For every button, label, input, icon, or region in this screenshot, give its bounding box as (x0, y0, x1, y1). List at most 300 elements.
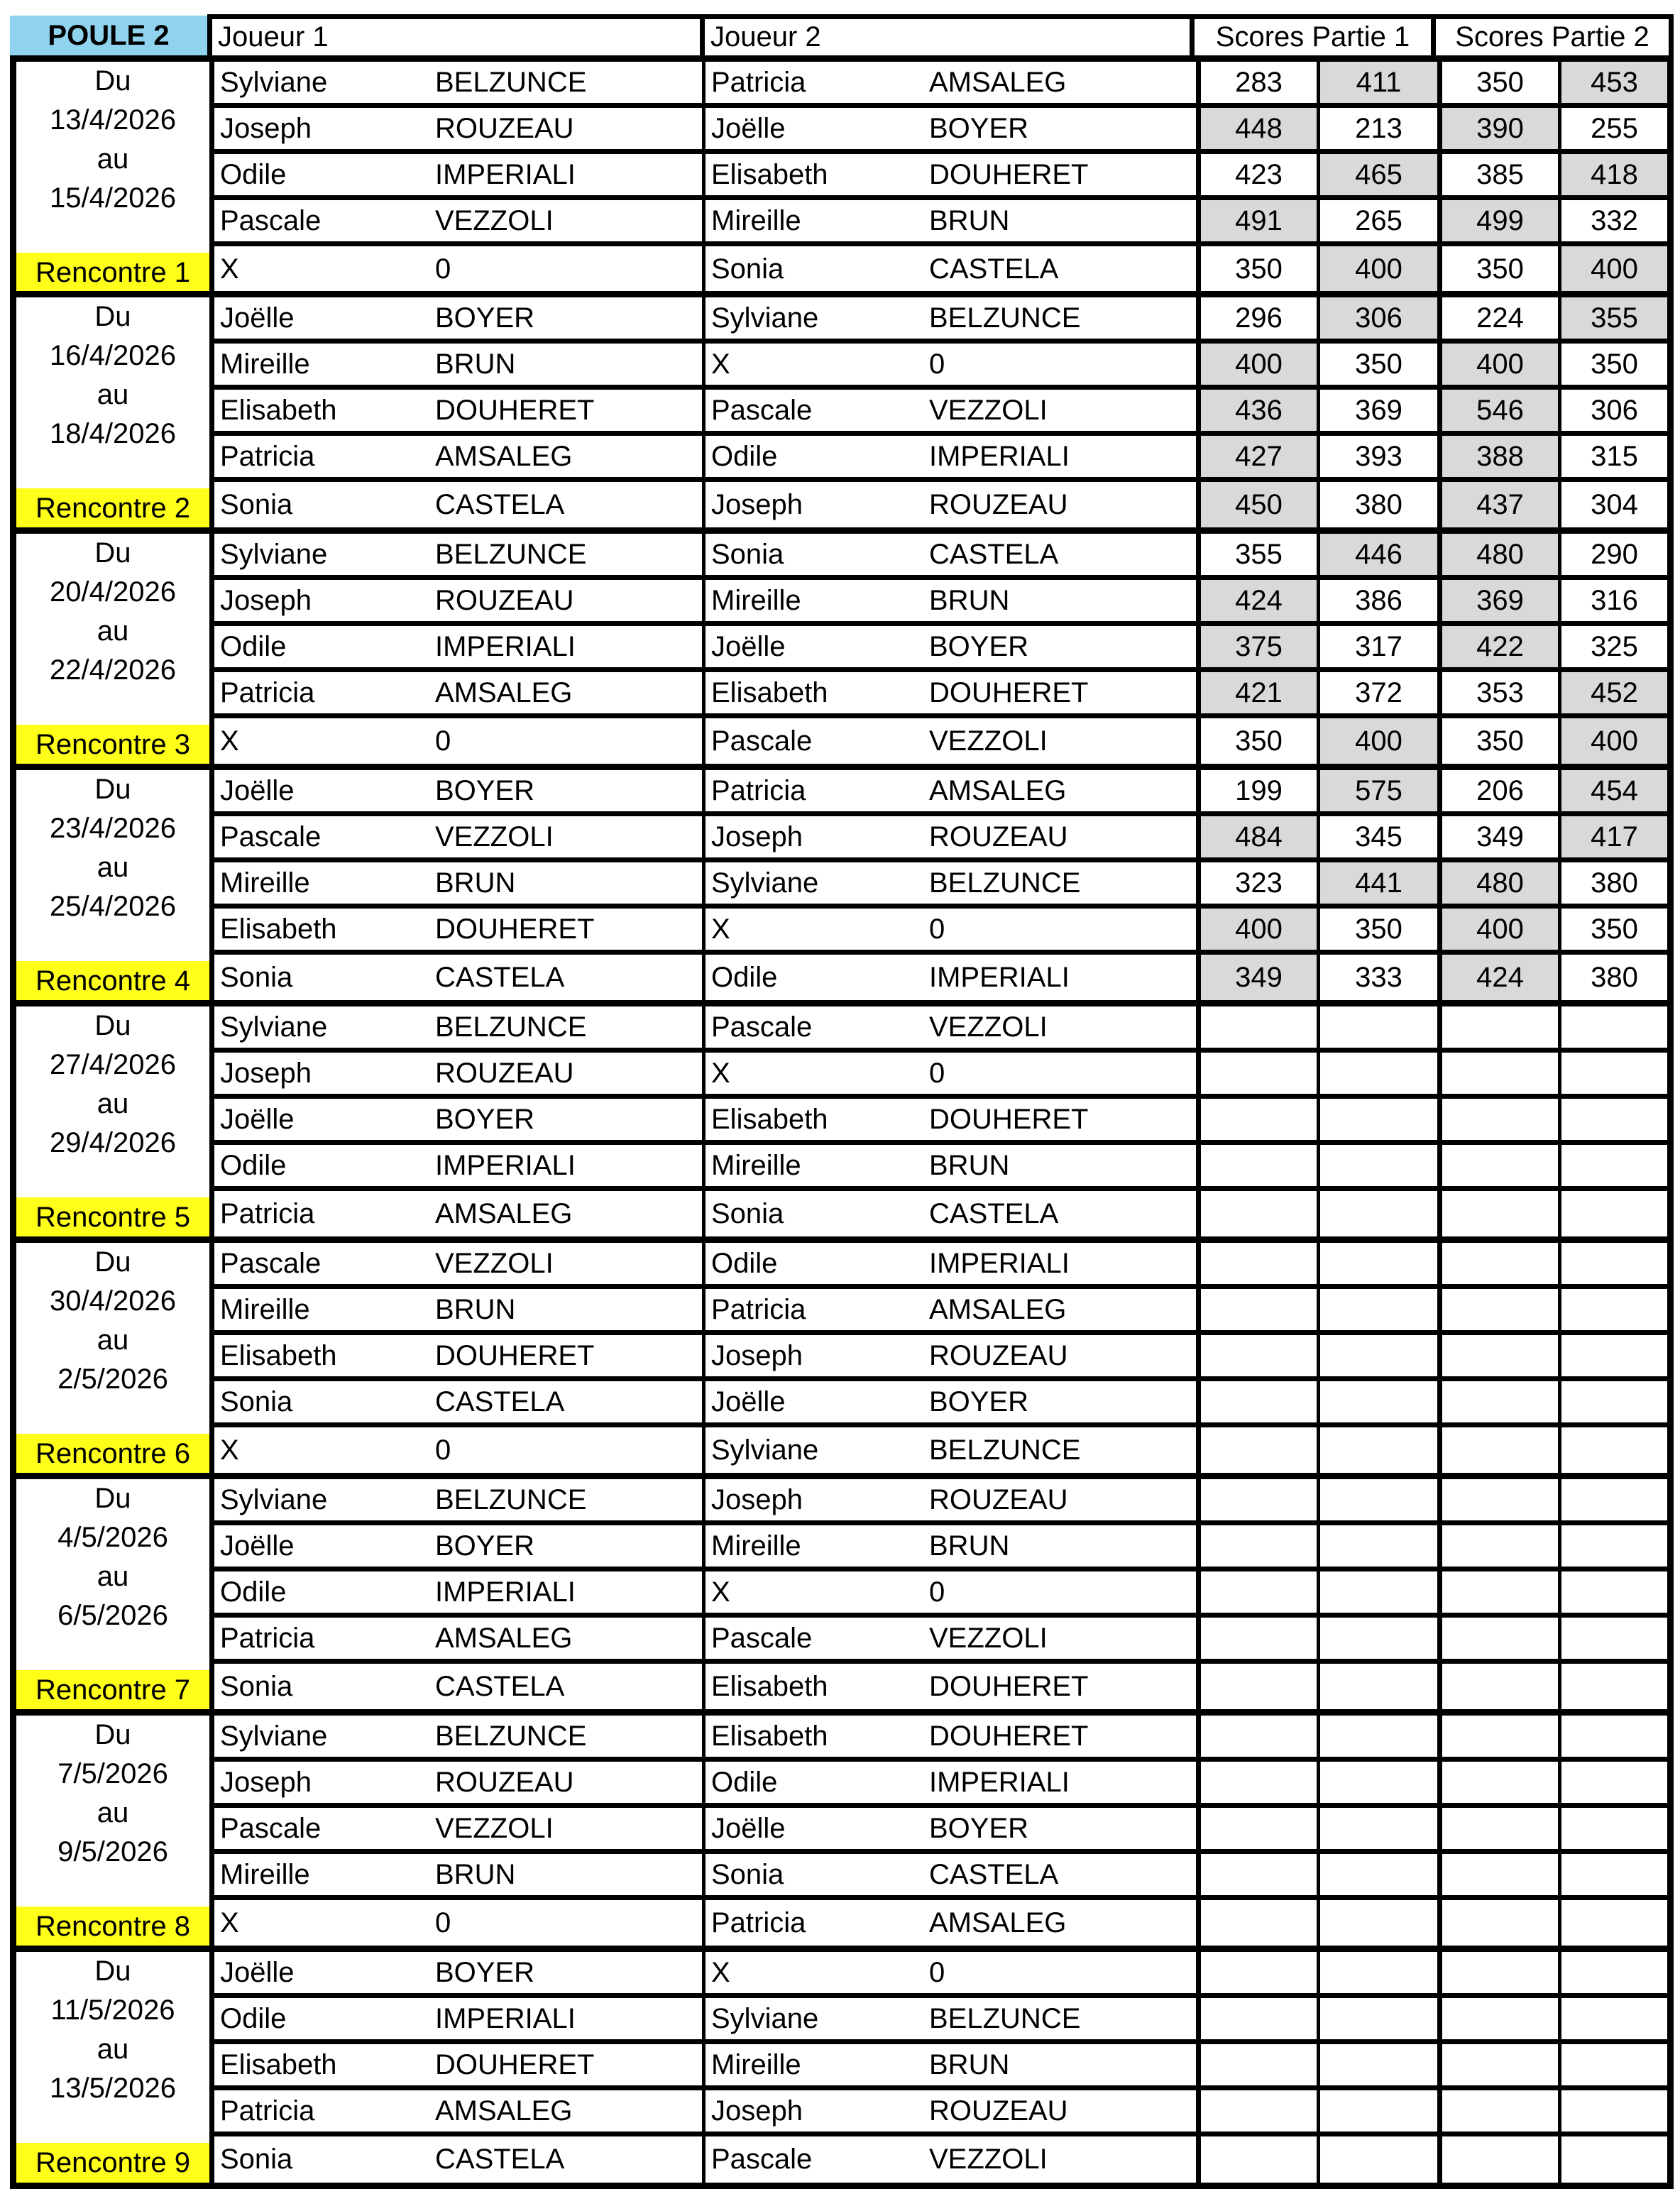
player-1-first-name: Pascale (209, 816, 429, 857)
score-cell-partie-2-player-1[interactable] (1437, 1900, 1558, 1946)
score-cell-partie-1-player-1[interactable] (1196, 1664, 1317, 1710)
match-row (209, 1479, 1667, 1520)
score-cell-partie-2-player-1[interactable] (1437, 1854, 1558, 1895)
score-cell-partie-2-player-1[interactable] (1437, 1427, 1558, 1474)
score-cell-partie-2-player-1[interactable] (1437, 2044, 1558, 2085)
score-cell-partie-2-player-1[interactable]: 385 (1437, 154, 1558, 195)
score-cell-partie-2-player-1[interactable] (1437, 1762, 1558, 1803)
score-cell-partie-1-player-1[interactable] (1196, 1243, 1317, 1284)
player-1-first-name: Odile (209, 1998, 429, 2039)
score-cell-partie-1-player-2[interactable] (1317, 1808, 1437, 1849)
player-2-first-name: Pascale (702, 718, 923, 764)
player-2-first-name: Sylviane (702, 297, 923, 339)
date-du: Du (94, 301, 131, 332)
score-cell-partie-1-player-2[interactable] (1317, 1006, 1437, 1048)
score-cell-partie-2-player-2[interactable]: 325 (1558, 626, 1667, 667)
score-cell-partie-1-player-2[interactable] (1317, 1716, 1437, 1757)
score-cell-partie-2-player-2[interactable]: 400 (1558, 246, 1667, 292)
match-row (209, 1849, 1667, 1895)
date-du: Du (94, 1955, 131, 1987)
rencontre-block (10, 527, 1674, 771)
score-cell-partie-1-player-1[interactable] (1196, 2136, 1317, 2183)
score-cell-partie-1-player-2[interactable]: 369 (1317, 390, 1437, 431)
player-1-last-name: BELZUNCE (435, 66, 587, 98)
player-2-last-name: BRUN (929, 1149, 1010, 1181)
score-cell-partie-2-player-2[interactable] (1558, 1427, 1667, 1474)
score-cell-partie-2-player-1[interactable] (1437, 1099, 1558, 1140)
score-cell-partie-2-player-1[interactable] (1437, 1145, 1558, 1186)
date-au: au (97, 615, 129, 647)
score-cell-partie-1-player-1[interactable]: 355 (1196, 534, 1317, 575)
score-cell-partie-1-player-2[interactable]: 350 (1317, 909, 1437, 950)
score-cell-partie-2-player-2[interactable]: 306 (1558, 390, 1667, 431)
score-cell-partie-2-player-1[interactable] (1437, 1479, 1558, 1520)
player-1-last-name: IMPERIALI (435, 1149, 576, 1181)
player-1-first-name: Sonia (209, 1381, 429, 1422)
player-1-last-name: BELZUNCE (435, 538, 587, 570)
score-cell-partie-2-player-2[interactable] (1558, 1381, 1667, 1422)
score-cell-partie-2-player-2[interactable] (1558, 1716, 1667, 1757)
player-2-first-name: Joseph (702, 482, 923, 528)
player-2-last-name: AMSALEG (929, 66, 1067, 98)
match-row (209, 575, 1667, 621)
score-cell-partie-2-player-1[interactable]: 437 (1437, 482, 1558, 528)
score-cell-partie-2-player-2[interactable] (1558, 2044, 1667, 2085)
player-1-first-name: Patricia (209, 672, 429, 713)
player-2-last-name: ROUZEAU (929, 489, 1068, 520)
player-2-last-name: 0 (929, 348, 945, 380)
score-cell-partie-1-player-1[interactable]: 450 (1196, 482, 1317, 528)
score-cell-partie-1-player-1[interactable]: 423 (1196, 154, 1317, 195)
score-cell-partie-2-player-1[interactable]: 350 (1437, 62, 1558, 103)
score-cell-partie-2-player-2[interactable] (1558, 1664, 1667, 1710)
player-1-last-name: CASTELA (435, 489, 565, 520)
score-cell-partie-2-player-2[interactable] (1558, 1952, 1667, 1993)
match-row (209, 1243, 1667, 1284)
player-1-first-name: Elisabeth (209, 390, 429, 431)
score-cell-partie-1-player-2[interactable]: 213 (1317, 108, 1437, 149)
match-row (209, 1613, 1667, 1659)
score-cell-partie-2-player-2[interactable]: 454 (1558, 770, 1667, 811)
score-cell-partie-1-player-1[interactable] (1196, 1998, 1317, 2039)
player-2-first-name: X (702, 1053, 923, 1094)
score-cell-partie-2-player-1[interactable] (1437, 1952, 1558, 1993)
score-cell-partie-1-player-2[interactable] (1317, 1664, 1437, 1710)
score-cell-partie-1-player-2[interactable] (1317, 2090, 1437, 2132)
score-cell-partie-2-player-1[interactable] (1437, 1243, 1558, 1284)
score-cell-partie-2-player-2[interactable]: 380 (1558, 955, 1667, 1001)
score-cell-partie-2-player-1[interactable] (1437, 2090, 1558, 2132)
score-cell-partie-1-player-2[interactable] (1317, 1854, 1437, 1895)
score-cell-partie-2-player-2[interactable]: 350 (1558, 344, 1667, 385)
score-cell-partie-1-player-2[interactable]: 446 (1317, 534, 1437, 575)
score-cell-partie-1-player-2[interactable] (1317, 1289, 1437, 1330)
score-cell-partie-1-player-2[interactable] (1317, 1053, 1437, 1094)
score-cell-partie-1-player-2[interactable]: 575 (1317, 770, 1437, 811)
score-cell-partie-2-player-2[interactable] (1558, 1289, 1667, 1330)
rencontre-label: Rencontre 6 (16, 1434, 209, 1474)
score-cell-partie-2-player-2[interactable] (1558, 1762, 1667, 1803)
score-cell-partie-2-player-2[interactable] (1558, 1900, 1667, 1946)
score-cell-partie-1-player-2[interactable] (1317, 2044, 1437, 2085)
score-cell-partie-2-player-1[interactable]: 349 (1437, 816, 1558, 857)
score-cell-partie-1-player-2[interactable] (1317, 1427, 1437, 1474)
score-cell-partie-1-player-1[interactable] (1196, 1479, 1317, 1520)
score-cell-partie-2-player-1[interactable] (1437, 1618, 1558, 1659)
score-cell-partie-2-player-1[interactable]: 206 (1437, 770, 1558, 811)
player-2-first-name: Sonia (702, 534, 923, 575)
score-cell-partie-2-player-1[interactable]: 546 (1437, 390, 1558, 431)
score-cell-partie-2-player-1[interactable] (1437, 1525, 1558, 1567)
score-cell-partie-2-player-1[interactable] (1437, 2136, 1558, 2183)
score-cell-partie-1-player-1[interactable]: 349 (1196, 955, 1317, 1001)
score-cell-partie-2-player-1[interactable] (1437, 1808, 1558, 1849)
match-row (209, 339, 1667, 385)
player-1-first-name: Patricia (209, 436, 429, 477)
score-cell-partie-2-player-2[interactable]: 400 (1558, 718, 1667, 764)
score-cell-partie-2-player-2[interactable] (1558, 1006, 1667, 1048)
date-du: Du (94, 1719, 131, 1750)
score-cell-partie-1-player-2[interactable] (1317, 1335, 1437, 1376)
score-cell-partie-2-player-2[interactable] (1558, 1335, 1667, 1376)
player-1-last-name: BRUN (435, 1858, 516, 1890)
rencontre-label: Rencontre 7 (16, 1670, 209, 1710)
score-cell-partie-1-player-1[interactable] (1196, 1099, 1317, 1140)
score-cell-partie-2-player-1[interactable] (1437, 1716, 1558, 1757)
score-cell-partie-2-player-1[interactable] (1437, 1335, 1558, 1376)
score-cell-partie-2-player-1[interactable]: 480 (1437, 862, 1558, 904)
score-cell-partie-1-player-1[interactable] (1196, 1571, 1317, 1613)
score-cell-partie-1-player-1[interactable]: 424 (1196, 580, 1317, 621)
score-cell-partie-1-player-1[interactable] (1196, 2090, 1317, 2132)
player-1-last-name: VEZZOLI (435, 821, 554, 852)
score-cell-partie-2-player-1[interactable]: 353 (1437, 672, 1558, 713)
date-du: Du (94, 65, 131, 97)
score-cell-partie-2-player-1[interactable]: 422 (1437, 626, 1558, 667)
score-cell-partie-2-player-1[interactable] (1437, 1006, 1558, 1048)
player-1-first-name: Sonia (209, 482, 429, 528)
score-cell-partie-2-player-1[interactable]: 350 (1437, 718, 1558, 764)
score-cell-partie-2-player-1[interactable] (1437, 1381, 1558, 1422)
score-cell-partie-1-player-2[interactable]: 306 (1317, 297, 1437, 339)
score-cell-partie-1-player-2[interactable] (1317, 1998, 1437, 2039)
score-cell-partie-1-player-1[interactable]: 296 (1196, 297, 1317, 339)
score-cell-partie-2-player-2[interactable]: 380 (1558, 862, 1667, 904)
score-cell-partie-2-player-2[interactable] (1558, 1571, 1667, 1613)
player-2-first-name: X (702, 909, 923, 950)
player-2-last-name: VEZZOLI (929, 394, 1048, 426)
score-cell-partie-1-player-1[interactable]: 350 (1196, 246, 1317, 292)
player-1-last-name: DOUHERET (435, 1339, 595, 1371)
score-cell-partie-2-player-1[interactable]: 400 (1437, 909, 1558, 950)
score-cell-partie-2-player-2[interactable] (1558, 1191, 1667, 1237)
header-scores-partie-2: Scores Partie 2 (1431, 19, 1674, 55)
player-1-first-name: Elisabeth (209, 2044, 429, 2085)
score-cell-partie-2-player-1[interactable]: 224 (1437, 297, 1558, 339)
match-row (209, 2132, 1667, 2183)
match-row (209, 1186, 1667, 1237)
player-2-last-name: ROUZEAU (929, 1339, 1068, 1371)
match-row (209, 241, 1667, 292)
date-end: 2/5/2026 (57, 1364, 168, 1395)
date-au: au (97, 143, 129, 175)
score-cell-partie-2-player-1[interactable]: 424 (1437, 955, 1558, 1001)
score-cell-partie-1-player-1[interactable]: 491 (1196, 200, 1317, 241)
score-cell-partie-1-player-1[interactable] (1196, 1006, 1317, 1048)
player-1-last-name: CASTELA (435, 1671, 565, 1702)
player-2-first-name: Odile (702, 436, 923, 477)
player-2-first-name: Joëlle (702, 1808, 923, 1849)
score-cell-partie-1-player-2[interactable]: 465 (1317, 154, 1437, 195)
score-cell-partie-1-player-2[interactable]: 265 (1317, 200, 1437, 241)
score-cell-partie-1-player-2[interactable]: 317 (1317, 626, 1437, 667)
player-1-last-name: BOYER (435, 1956, 535, 1988)
player-2-last-name: DOUHERET (929, 676, 1089, 708)
poule-title: POULE 2 (10, 16, 207, 55)
score-cell-partie-1-player-2[interactable] (1317, 1479, 1437, 1520)
score-cell-partie-1-player-1[interactable]: 323 (1196, 862, 1317, 904)
score-cell-partie-1-player-1[interactable]: 283 (1196, 62, 1317, 103)
match-row (209, 770, 1667, 811)
player-1-last-name: BRUN (435, 348, 516, 380)
player-1-last-name: CASTELA (435, 2144, 565, 2175)
score-cell-partie-2-player-1[interactable] (1437, 1571, 1558, 1613)
score-cell-partie-2-player-2[interactable] (1558, 1053, 1667, 1094)
player-2-last-name: IMPERIALI (929, 440, 1070, 472)
score-cell-partie-1-player-1[interactable] (1196, 1854, 1317, 1895)
player-1-last-name: DOUHERET (435, 394, 595, 426)
score-cell-partie-2-player-2[interactable]: 452 (1558, 672, 1667, 713)
player-1-first-name: Sylviane (209, 62, 429, 103)
player-1-first-name: X (209, 1427, 429, 1474)
score-cell-partie-2-player-2[interactable] (1558, 1243, 1667, 1284)
player-1-last-name: 0 (435, 1907, 451, 1938)
player-2-first-name: Joseph (702, 1335, 923, 1376)
score-cell-partie-2-player-2[interactable] (1558, 1854, 1667, 1895)
score-cell-partie-1-player-2[interactable]: 380 (1317, 482, 1437, 528)
match-row (209, 1757, 1667, 1803)
score-cell-partie-1-player-2[interactable]: 372 (1317, 672, 1437, 713)
score-cell-partie-2-player-2[interactable]: 417 (1558, 816, 1667, 857)
score-cell-partie-1-player-2[interactable]: 411 (1317, 62, 1437, 103)
score-cell-partie-1-player-2[interactable] (1317, 1145, 1437, 1186)
header-joueur-1: Joueur 1 (207, 19, 700, 55)
score-cell-partie-1-player-2[interactable] (1317, 1618, 1437, 1659)
date-du: Du (94, 537, 131, 569)
score-cell-partie-2-player-1[interactable] (1437, 1191, 1558, 1237)
score-cell-partie-1-player-2[interactable]: 350 (1317, 344, 1437, 385)
score-cell-partie-1-player-1[interactable]: 400 (1196, 344, 1317, 385)
player-1-first-name: Sonia (209, 2136, 429, 2183)
score-cell-partie-2-player-2[interactable]: 350 (1558, 909, 1667, 950)
score-cell-partie-2-player-1[interactable]: 388 (1437, 436, 1558, 477)
match-row (209, 713, 1667, 764)
score-cell-partie-2-player-2[interactable]: 418 (1558, 154, 1667, 195)
player-1-last-name: BRUN (435, 867, 516, 899)
player-1-last-name: IMPERIALI (435, 158, 576, 190)
score-cell-partie-1-player-1[interactable]: 375 (1196, 626, 1317, 667)
score-cell-partie-1-player-1[interactable]: 436 (1196, 390, 1317, 431)
score-cell-partie-1-player-2[interactable] (1317, 1099, 1437, 1140)
score-cell-partie-1-player-1[interactable] (1196, 1618, 1317, 1659)
date-start: 27/4/2026 (50, 1049, 176, 1080)
score-cell-partie-1-player-1[interactable] (1196, 1191, 1317, 1237)
score-cell-partie-1-player-1[interactable]: 427 (1196, 436, 1317, 477)
date-au: au (97, 852, 129, 883)
player-2-last-name: BELZUNCE (929, 1434, 1081, 1466)
score-cell-partie-2-player-2[interactable] (1558, 1479, 1667, 1520)
score-cell-partie-2-player-2[interactable]: 332 (1558, 200, 1667, 241)
player-1-last-name: IMPERIALI (435, 2002, 576, 2034)
date-range (16, 534, 209, 764)
match-row (209, 385, 1667, 431)
rencontre-label: Rencontre 5 (16, 1197, 209, 1237)
score-cell-partie-2-player-2[interactable] (1558, 1145, 1667, 1186)
player-1-first-name: Mireille (209, 862, 429, 904)
match-row (209, 904, 1667, 950)
score-cell-partie-1-player-1[interactable] (1196, 1716, 1317, 1757)
score-cell-partie-1-player-2[interactable]: 333 (1317, 955, 1437, 1001)
score-cell-partie-1-player-2[interactable] (1317, 1525, 1437, 1567)
match-row (209, 1993, 1667, 2039)
score-cell-partie-2-player-2[interactable]: 453 (1558, 62, 1667, 103)
score-cell-partie-2-player-2[interactable] (1558, 1525, 1667, 1567)
score-cell-partie-1-player-2[interactable]: 441 (1317, 862, 1437, 904)
player-2-first-name: Joseph (702, 1479, 923, 1520)
score-cell-partie-2-player-1[interactable]: 369 (1437, 580, 1558, 621)
score-cell-partie-2-player-2[interactable]: 255 (1558, 108, 1667, 149)
score-cell-partie-1-player-1[interactable]: 484 (1196, 816, 1317, 857)
score-cell-partie-1-player-2[interactable]: 400 (1317, 246, 1437, 292)
score-cell-partie-1-player-1[interactable] (1196, 1808, 1317, 1849)
score-cell-partie-2-player-1[interactable]: 390 (1437, 108, 1558, 149)
score-cell-partie-1-player-1[interactable] (1196, 1525, 1317, 1567)
player-2-first-name: Joëlle (702, 1381, 923, 1422)
player-2-last-name: VEZZOLI (929, 725, 1048, 757)
score-cell-partie-2-player-1[interactable]: 400 (1437, 344, 1558, 385)
player-2-first-name: X (702, 1952, 923, 1993)
score-cell-partie-1-player-1[interactable] (1196, 1900, 1317, 1946)
score-cell-partie-1-player-2[interactable] (1317, 1381, 1437, 1422)
rencontre-block (10, 1709, 1674, 1953)
date-au: au (97, 2034, 129, 2065)
player-2-first-name: Odile (702, 955, 923, 1001)
match-row (209, 1895, 1667, 1946)
score-cell-partie-1-player-1[interactable] (1196, 1289, 1317, 1330)
date-range (16, 297, 209, 528)
match-row (209, 2039, 1667, 2085)
player-2-first-name: Mireille (702, 200, 923, 241)
score-cell-partie-2-player-2[interactable]: 290 (1558, 534, 1667, 575)
score-cell-partie-1-player-1[interactable] (1196, 1762, 1317, 1803)
score-cell-partie-2-player-1[interactable] (1437, 1664, 1558, 1710)
score-cell-partie-2-player-1[interactable] (1437, 1998, 1558, 2039)
player-2-first-name: Odile (702, 1243, 923, 1284)
score-cell-partie-2-player-1[interactable]: 499 (1437, 200, 1558, 241)
player-2-last-name: AMSALEG (929, 1293, 1067, 1325)
score-cell-partie-2-player-2[interactable] (1558, 1099, 1667, 1140)
match-row (209, 1376, 1667, 1422)
score-cell-partie-1-player-1[interactable]: 350 (1196, 718, 1317, 764)
score-cell-partie-1-player-1[interactable] (1196, 1381, 1317, 1422)
player-2-last-name: 0 (929, 1956, 945, 1988)
player-2-first-name: Sonia (702, 1191, 923, 1237)
score-cell-partie-1-player-1[interactable] (1196, 1335, 1317, 1376)
player-2-first-name: Mireille (702, 1145, 923, 1186)
score-cell-partie-1-player-2[interactable] (1317, 1900, 1437, 1946)
player-1-last-name: BOYER (435, 302, 535, 334)
score-cell-partie-1-player-2[interactable] (1317, 1243, 1437, 1284)
score-cell-partie-2-player-2[interactable]: 315 (1558, 436, 1667, 477)
score-cell-partie-2-player-1[interactable]: 480 (1437, 534, 1558, 575)
score-cell-partie-1-player-2[interactable] (1317, 1762, 1437, 1803)
player-2-first-name: Elisabeth (702, 1716, 923, 1757)
match-row (209, 1952, 1667, 1993)
match-row (209, 1520, 1667, 1567)
player-1-first-name: Sylviane (209, 534, 429, 575)
match-row (209, 297, 1667, 339)
player-1-last-name: DOUHERET (435, 2048, 595, 2080)
score-cell-partie-1-player-1[interactable] (1196, 1053, 1317, 1094)
score-cell-partie-1-player-2[interactable]: 386 (1317, 580, 1437, 621)
rencontre-block (10, 1236, 1674, 1480)
player-2-last-name: BELZUNCE (929, 2002, 1081, 2034)
score-cell-partie-1-player-1[interactable] (1196, 2044, 1317, 2085)
player-2-last-name: BOYER (929, 630, 1029, 662)
date-end: 6/5/2026 (57, 1600, 168, 1631)
score-cell-partie-1-player-2[interactable] (1317, 1191, 1437, 1237)
score-cell-partie-2-player-2[interactable] (1558, 1998, 1667, 2039)
score-cell-partie-2-player-1[interactable]: 350 (1437, 246, 1558, 292)
score-cell-partie-1-player-1[interactable]: 199 (1196, 770, 1317, 811)
score-cell-partie-2-player-2[interactable]: 355 (1558, 297, 1667, 339)
score-cell-partie-2-player-2[interactable] (1558, 1808, 1667, 1849)
player-1-last-name: DOUHERET (435, 913, 595, 945)
player-2-first-name: Pascale (702, 1618, 923, 1659)
match-row (209, 667, 1667, 713)
score-cell-partie-1-player-2[interactable]: 345 (1317, 816, 1437, 857)
rencontre-block (10, 55, 1674, 299)
match-row (209, 1567, 1667, 1613)
date-end: 13/5/2026 (50, 2073, 176, 2104)
score-cell-partie-2-player-2[interactable] (1558, 2090, 1667, 2132)
score-cell-partie-1-player-1[interactable]: 400 (1196, 909, 1317, 950)
player-2-first-name: Mireille (702, 2044, 923, 2085)
score-cell-partie-1-player-2[interactable] (1317, 2136, 1437, 2183)
player-1-last-name: ROUZEAU (435, 1766, 574, 1798)
score-cell-partie-1-player-2[interactable] (1317, 1571, 1437, 1613)
score-cell-partie-1-player-2[interactable]: 400 (1317, 718, 1437, 764)
score-cell-partie-2-player-2[interactable]: 304 (1558, 482, 1667, 528)
score-cell-partie-1-player-1[interactable] (1196, 1952, 1317, 1993)
score-cell-partie-2-player-2[interactable] (1558, 2136, 1667, 2183)
score-cell-partie-1-player-2[interactable] (1317, 1952, 1437, 1993)
player-1-first-name: Pascale (209, 1243, 429, 1284)
score-cell-partie-2-player-1[interactable] (1437, 1289, 1558, 1330)
score-cell-partie-1-player-1[interactable] (1196, 1427, 1317, 1474)
score-cell-partie-1-player-2[interactable]: 393 (1317, 436, 1437, 477)
score-cell-partie-1-player-1[interactable]: 421 (1196, 672, 1317, 713)
player-2-last-name: CASTELA (929, 538, 1059, 570)
score-cell-partie-1-player-1[interactable] (1196, 1145, 1317, 1186)
player-2-first-name: Sonia (702, 246, 923, 292)
score-cell-partie-2-player-2[interactable]: 316 (1558, 580, 1667, 621)
player-1-first-name: Elisabeth (209, 1335, 429, 1376)
score-cell-partie-2-player-2[interactable] (1558, 1618, 1667, 1659)
player-1-last-name: AMSALEG (435, 676, 573, 708)
score-cell-partie-2-player-1[interactable] (1437, 1053, 1558, 1094)
score-cell-partie-1-player-1[interactable]: 448 (1196, 108, 1317, 149)
